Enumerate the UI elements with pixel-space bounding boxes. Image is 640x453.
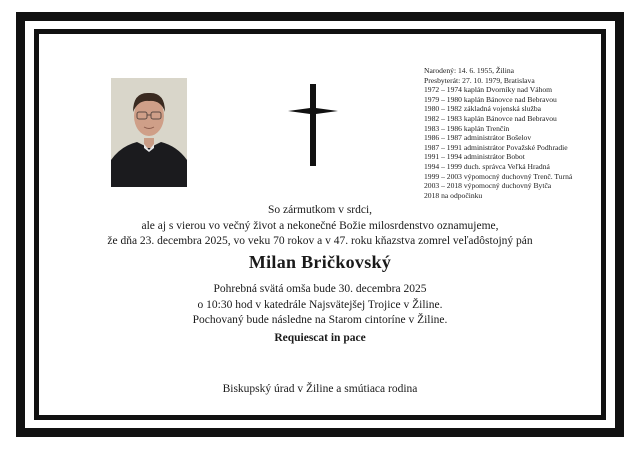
biography-list [424,66,599,200]
bio-line: 1999 – 2003 výpomocný duchovný Trenč. Turná [424,171,573,181]
bio-line: 1986 – 1987 administrátor Bošelov [424,133,532,143]
bio-line: 1987 – 1991 administrátor Považské Podhradie [424,142,568,152]
deceased-name: Milan Bričkovský [248,252,392,272]
bio-line: 1980 – 1982 základná vojenská služba [424,104,542,114]
requiescat-line: Requiescat in pace [274,332,366,344]
bio-line: Narodený: 14. 6. 1955, Žilina [424,66,515,75]
bio-line: Presbyterát: 27. 10. 1979, Bratislava [424,75,535,85]
intro-line: ale aj s vierou vo večný život a nekonečné Božie milosrdenstvo oznamujeme, [141,219,499,232]
intro-line: že dňa 23. decembra 2025, vo veku 70 rokov a v 47. roku kňazstva zomrel veľadôstojný pán [107,235,533,247]
bio-line: 2003 – 2018 výpomocný duchovný Bytča [424,181,552,191]
bio-line: 1979 – 1980 kaplán Bánovce nad Bebravou [424,94,557,104]
intro-line: So zármutkom v srdci, [267,204,373,216]
bio-line: 1972 – 1974 kaplán Dvorníky nad Váhom [424,85,553,95]
portrait-photo [111,78,187,187]
funeral-line: Pochovaný bude následne na Starom cintoríne v Žiline. [192,314,448,326]
bio-line: 1991 – 1994 administrátor Bobot [424,152,525,162]
cross-icon [288,84,338,166]
signature-line: Biskupský úrad v Žiline a smútiaca rodina [222,383,418,395]
bio-line: 2018 na odpočinku [424,190,483,200]
funeral-line: o 10:30 hod v katedrále Najsvätejšej Trojice v Žiline. [197,298,443,311]
funeral-details [60,282,580,329]
bio-line: 1982 – 1983 kaplán Bánovce nad Bebravou [424,113,557,123]
bio-line: 1983 – 1986 kaplán Trenčín [424,123,510,133]
announcement-text [60,203,580,250]
funeral-line: Pohrebná svätá omša bude 30. decembra 2025 [213,283,427,295]
bio-line: 1994 – 1999 duch. správca Veľká Hradná [424,161,550,171]
